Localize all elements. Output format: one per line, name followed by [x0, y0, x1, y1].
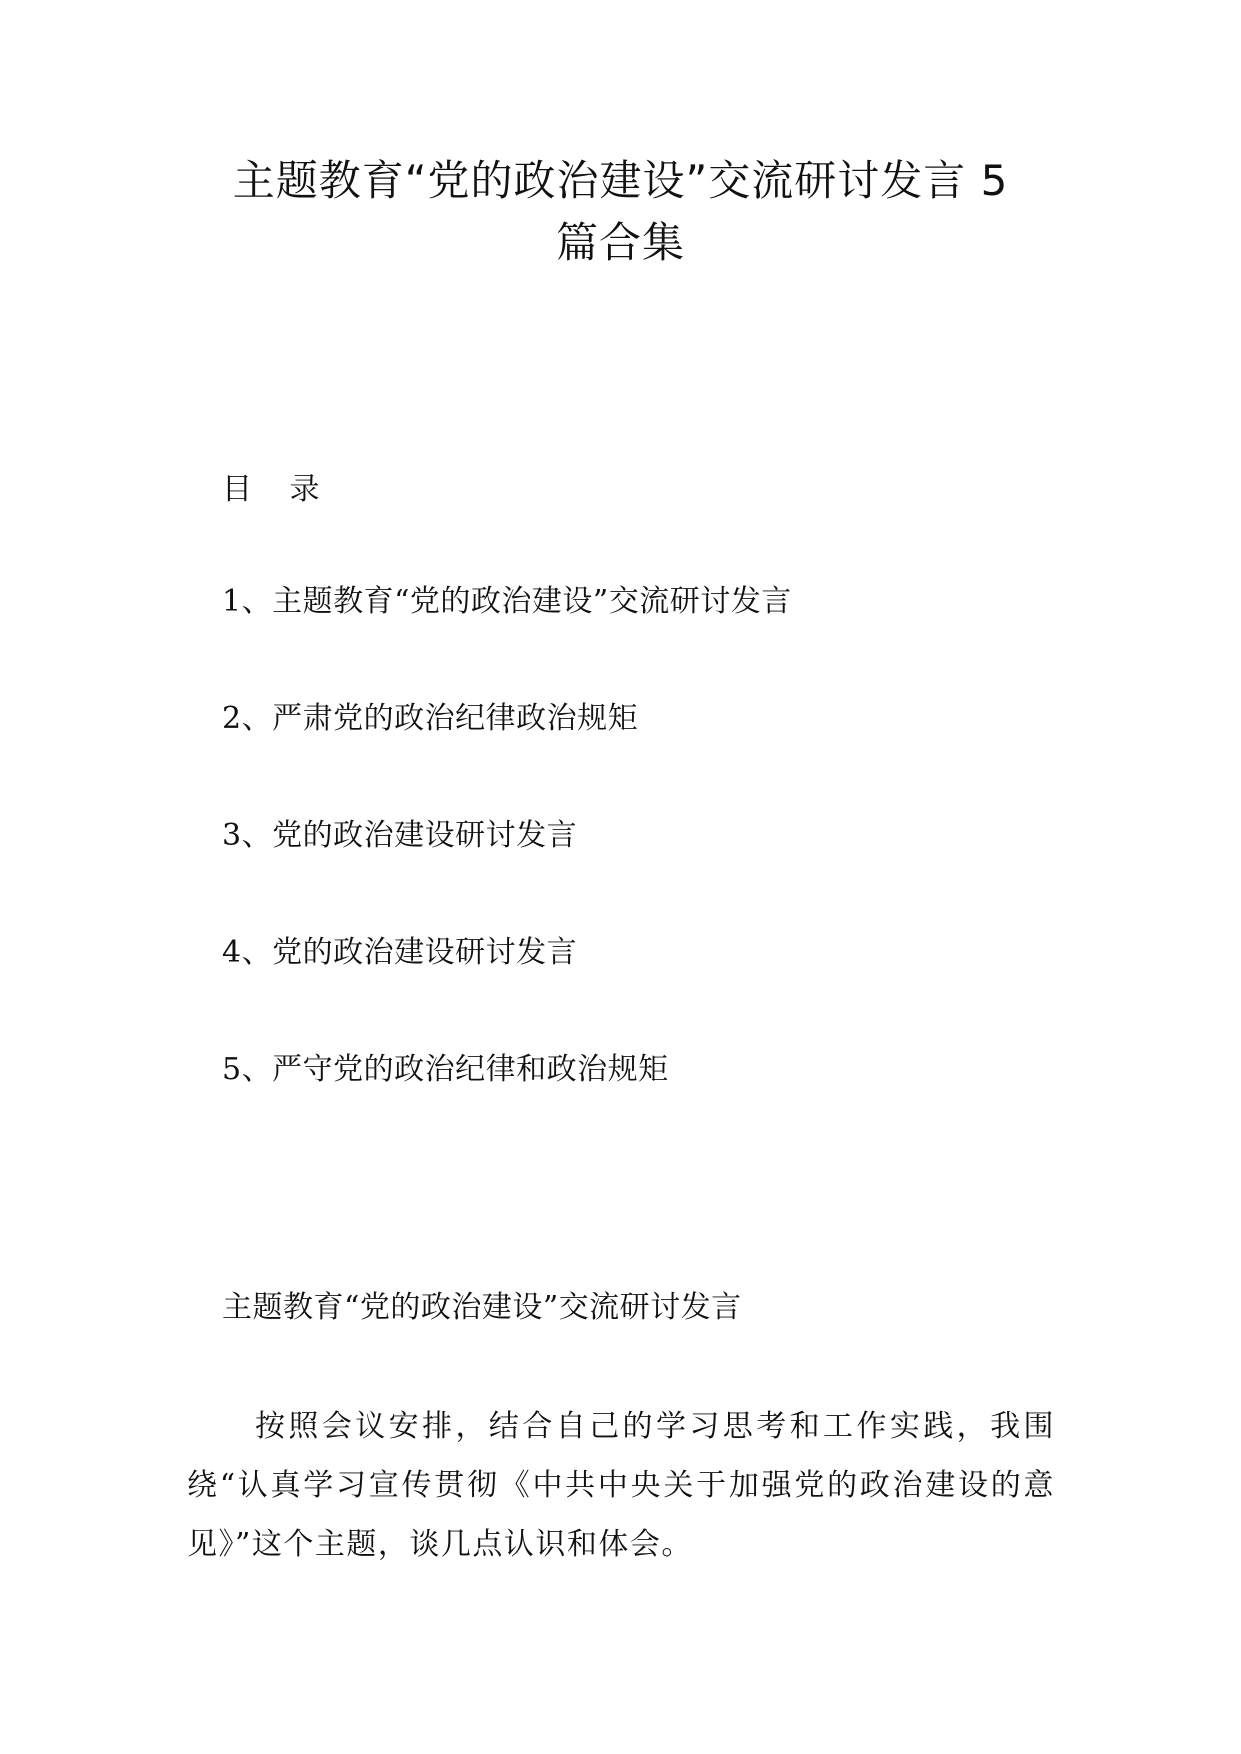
toc-item: 5、严守党的政治纪律和政治规矩	[222, 1052, 669, 1087]
title-line-2: 篇合集	[555, 218, 685, 267]
section-heading: 主题教育“党的政治建设”交流研讨发言	[222, 1290, 742, 1325]
toc-item: 1、主题教育“党的政治建设”交流研讨发言	[222, 584, 792, 619]
toc-heading: 目 录	[222, 472, 334, 507]
table-of-contents	[222, 582, 792, 1167]
document-title	[150, 150, 1091, 274]
toc-item: 3、党的政治建设研讨发言	[222, 818, 578, 853]
toc-item: 4、党的政治建设研讨发言	[222, 935, 578, 970]
body-paragraph: 按照会议安排，结合自己的学习思考和工作实践，我围绕“认真学习宣传贯彻《中共中央关于加强党的政治建设的意见》”这个主题，谈几点认识和体会。	[187, 1409, 1055, 1562]
title-line-1: 主题教育“党的政治建设”交流研讨发言 5	[232, 156, 1009, 205]
toc-item: 2、严肃党的政治纪律政治规矩	[222, 701, 639, 736]
